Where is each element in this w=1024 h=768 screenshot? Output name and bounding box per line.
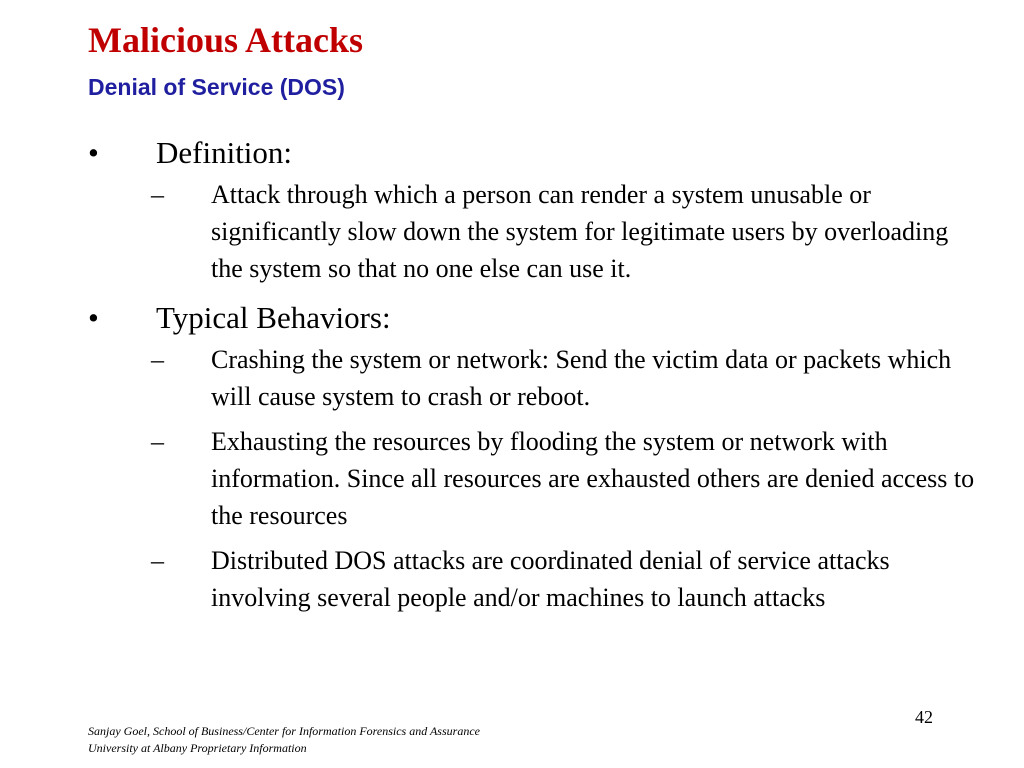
bullet-typical-behaviors	[0, 299, 1000, 337]
sub-item	[0, 542, 981, 616]
bullet-marker: •	[88, 135, 99, 170]
dash-marker: –	[151, 546, 164, 575]
sub-item	[0, 423, 981, 534]
slide-title: Malicious Attacks	[88, 20, 363, 60]
slide-subtitle: Denial of Service (DOS)	[88, 74, 345, 100]
sub-item	[0, 341, 981, 415]
bullet-marker: •	[88, 300, 99, 335]
footer	[88, 723, 480, 757]
sub-item-text: Exhausting the resources by flooding the system or network with information. Since all resources are exhausted others are denied access to the resources	[211, 427, 975, 530]
bullet-heading: Typical Behaviors:	[156, 300, 391, 335]
dash-marker: –	[151, 180, 164, 209]
sub-item	[0, 176, 981, 287]
footer-line: University at Albany Proprietary Information	[88, 741, 307, 755]
sub-item-text: Crashing the system or network: Send the victim data or packets which will cause system to crash or reboot.	[211, 345, 952, 411]
sub-item-text: Distributed DOS attacks are coordinated denial of service attacks involving several people and/or machines to launch attacks	[211, 546, 890, 612]
sub-item-text: Attack through which a person can render a system unusable or significantly slow down the system for legitimate users by overloading the system so that no one else can use it.	[211, 180, 949, 283]
dash-marker: –	[151, 427, 164, 456]
footer-line: Sanjay Goel, School of Business/Center for Information Forensics and Assurance	[88, 724, 480, 738]
slide-content	[0, 134, 1000, 624]
bullet-heading: Definition:	[156, 135, 293, 170]
dash-marker: –	[151, 345, 164, 374]
bullet-definition	[0, 134, 1000, 172]
page-number: 42	[915, 707, 933, 727]
